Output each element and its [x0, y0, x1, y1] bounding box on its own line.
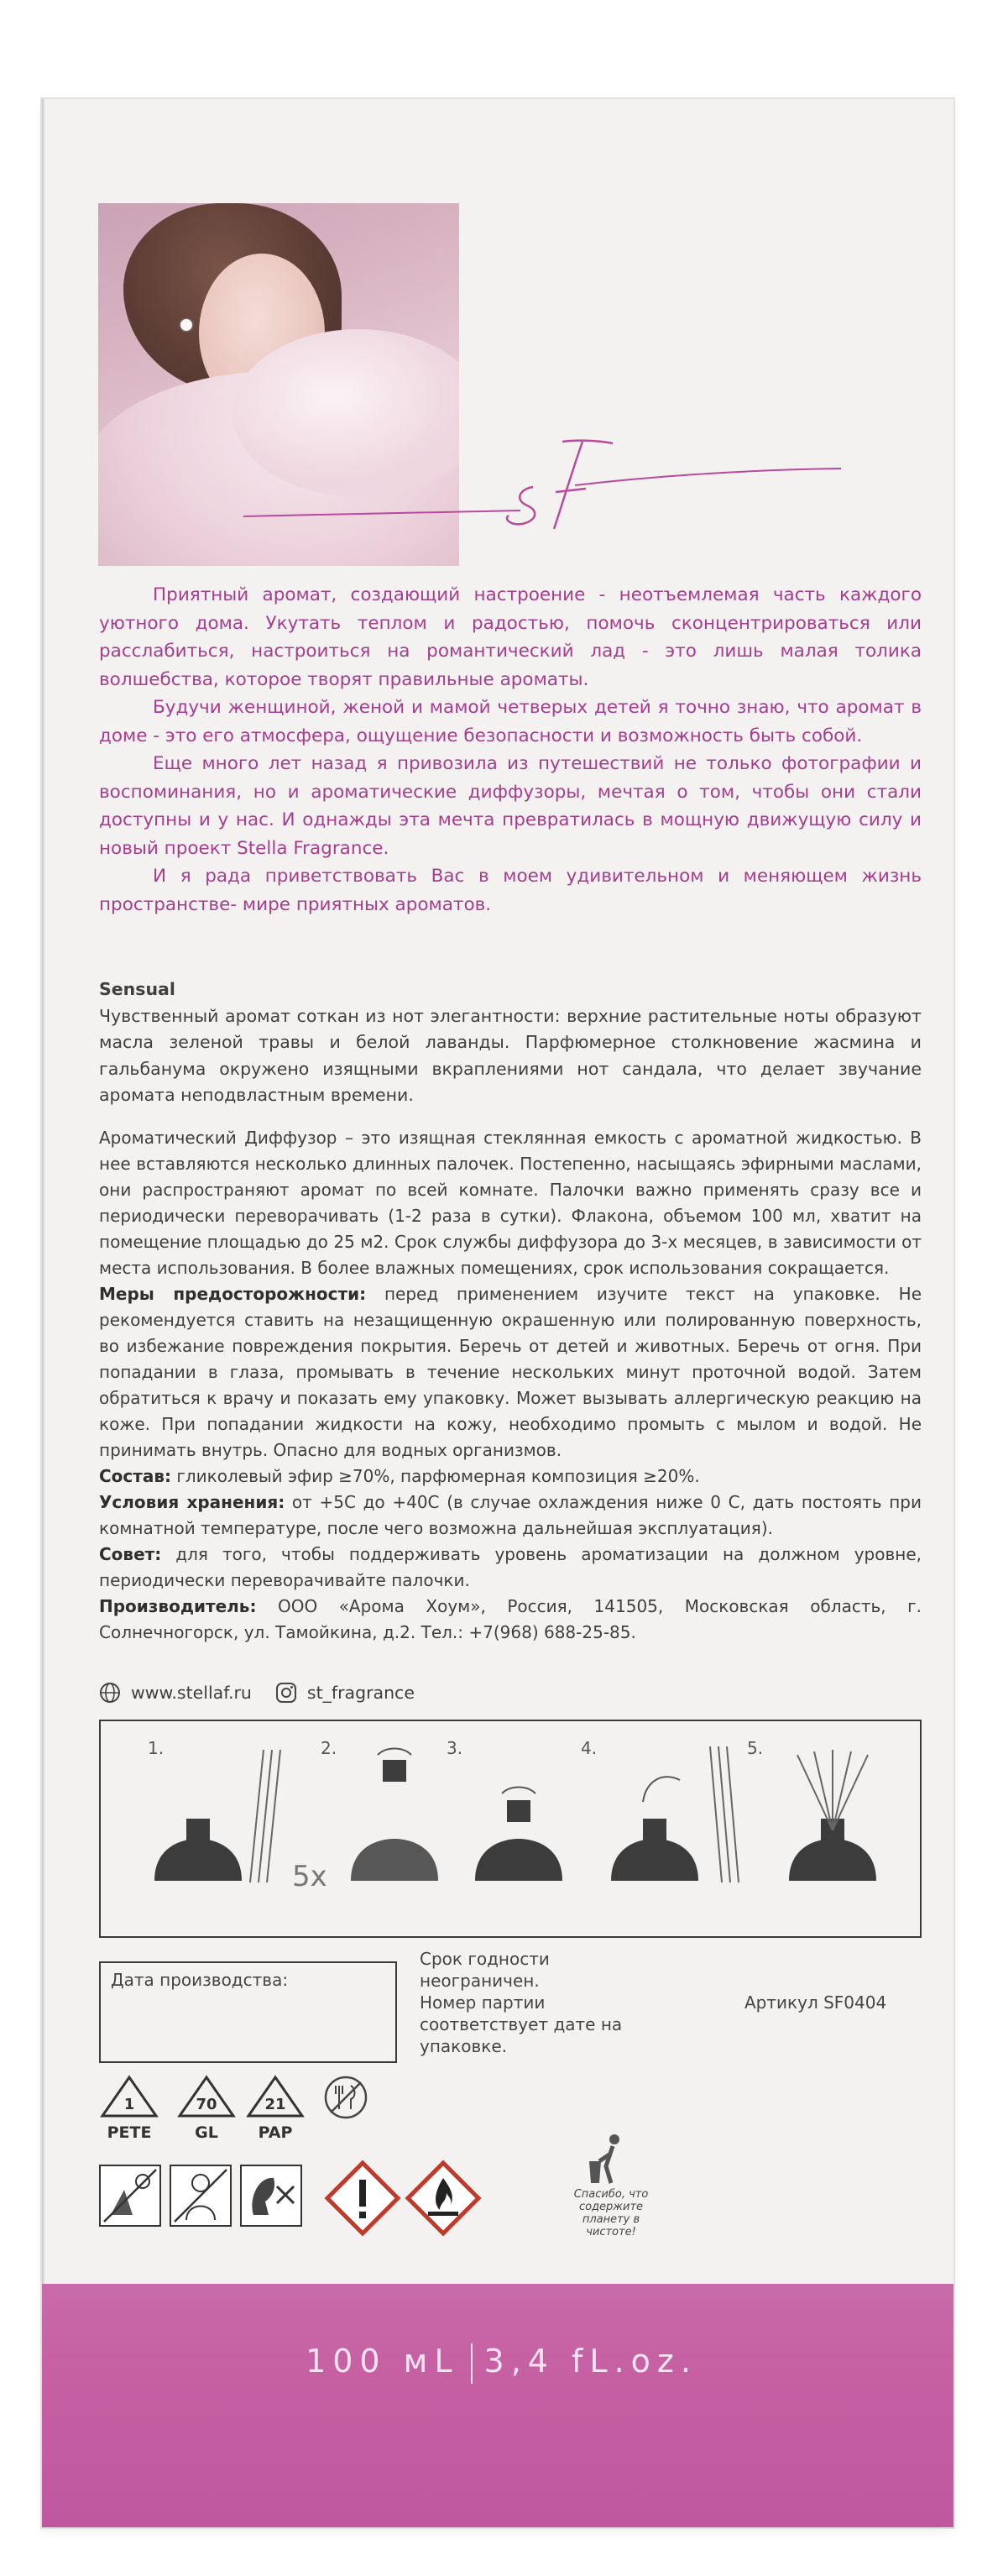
tidy-man-icon [584, 2133, 635, 2186]
advice-body: для того, чтобы поддерживать уровень ароматизации на должном уровне, периодически переворачивайте палочки. [99, 1544, 922, 1590]
precautions-text [99, 1281, 922, 1463]
intro-paragraph: Будучи женщиной, женой и мамой четверых детей я точно знаю, что аромат в доме - это его атмосфера, ощущение безопасности и возможность быть собой. [99, 697, 922, 746]
precautions-body: перед применением изучите текст на упаковке. Не рекомендуется ставить на незащищенную окрашенную или полированную поверхность, во избежание повреждения покрытия. Беречь от детей и животных. Беречь от огня. При попадании в глаза, промывать в течение нескольких минут проточной водой. Затем обратиться к врачу и показать ему упаковку. Может вызывать аллергическую реакцию на коже. При попадании жидкости на кожу, необходимо промыть с мылом и водой. Не принимать внутрь. Опасно для водных организмов. [99, 1284, 922, 1460]
volume-separator [471, 2343, 473, 2384]
shelf-life-text: Срок годности неограничен. [420, 1949, 550, 1991]
photo-earring [180, 319, 192, 331]
keep-from-children-icon [170, 2165, 232, 2227]
volume-oz: 3,4 fL.oz. [483, 2343, 697, 2380]
recycle-symbol-gl [176, 2074, 237, 2141]
step-number: 5. [747, 1738, 764, 1758]
fragrance-description: Чувственный аромат соткан из нот элегантности: верхние растительные ноты образуют масла зеленой травы и белой лаванды. Парфюмерное столкновение жасмина и гальбанума окружено изящными вкраплениями нот сандала, что делает звучание аромата неподвластным времени. [99, 1005, 922, 1105]
article-number: Артикул SF0404 [744, 1992, 887, 2013]
svg-text:1: 1 [123, 2096, 135, 2113]
steps-illustration [101, 1721, 920, 1936]
intro-paragraph: Приятный аромат, создающий настроение - неотъемлемая часть каждого уютного дома. Укутать теплом и радостью, помочь сконцентрироваться или расслабиться, настроиться на романтический лад - это лишь малая толика волшебства, которое творят правильные ароматы. [99, 584, 922, 690]
not-for-food-icon [322, 2074, 369, 2121]
recycle-label: GL [195, 2123, 218, 2142]
usage-text: Ароматический Диффузор – это изящная стеклянная емкость с ароматной жидкостью. В нее вставляются несколько длинных палочек. Постепенно, насыщаясь эфирными маслами, они распространяют аромат по всей комнате. Палочки важно применять сразу все и периодически переворачивать (1-2 раза в сутки). Флакона, объемом 100 мл, хватит на помещение площадью до 25 м2. Срок службы диффузора до 3-х месяцев, в зависимости от места использования. В более влажных помещениях, срок использования сокращается. [99, 1128, 922, 1278]
instagram-handle[interactable]: st_fragrance [306, 1683, 415, 1703]
composition-text [99, 1463, 922, 1490]
website-link[interactable]: www.stellaf.ru [131, 1683, 252, 1703]
sticks-count-label: 5x [292, 1860, 327, 1893]
storage-body: от +5С до +40С (в случае охлаждения ниже 0 С, дать постоять при комнатной температуре, после чего возможна дальнейшая эксплуатация). [99, 1492, 922, 1538]
panel-edge [42, 99, 45, 2527]
production-date-box [99, 1961, 397, 2063]
shelf-life-block [420, 1948, 671, 2057]
tidy-note: Спасибо, что содержите планету в чистоте! [573, 2188, 649, 2238]
step-number: 1. [148, 1738, 165, 1758]
step-number: 3. [447, 1738, 463, 1758]
volume-ml: 100 мL [306, 2343, 459, 2380]
hazard-flammable-icon [405, 2160, 482, 2237]
intro-text [99, 581, 922, 919]
storage-label: Условия хранения: [99, 1492, 285, 1512]
intro-paragraph: Еще много лет назад я привозила из путешествий не только фотографии и воспоминания, но и ароматические диффузоры, мечтая о том, чтобы они стали доступны и у нас. И однажды эта мечта превратилась в мощную движущую силу и новый проект Stella Fragrance. [99, 753, 922, 859]
do-not-ingest-icon [240, 2165, 302, 2227]
manufacturer-label: Производитель: [99, 1596, 257, 1616]
batch-note-text: Номер партии соответствует дате на упаковке. [420, 1992, 623, 2056]
step-number: 4. [581, 1738, 598, 1758]
contacts-row [99, 1679, 415, 1706]
manufacturer-body: ООО «Арома Хоум», Россия, 141505, Московская область, г. Солнечногорск, ул. Тамойкина, д.2. Тел.: +7(968) 688-25-85. [99, 1596, 922, 1642]
usage-steps-diagram [99, 1720, 922, 1938]
intro-paragraph: И я рада приветствовать Вас в моем удивительном и меняющем жизнь пространстве- мире приятных ароматов. [99, 866, 922, 915]
step-number: 2. [321, 1738, 337, 1758]
svg-text:21: 21 [264, 2096, 286, 2113]
fragrance-section [99, 976, 922, 1109]
manufacturer-text [99, 1594, 922, 1646]
recycle-symbol-pete [99, 2074, 159, 2141]
svg-text:70: 70 [196, 2096, 217, 2113]
volume-label [0, 2343, 1003, 2384]
composition-label: Состав: [99, 1466, 172, 1486]
fragrance-name: Sensual [99, 979, 175, 999]
hazard-exclamation-icon [324, 2160, 401, 2237]
instagram-icon [275, 1682, 297, 1704]
keep-from-fire-icon [99, 2165, 161, 2227]
precautions-label: Меры предосторожности: [99, 1284, 367, 1304]
production-date-label: Дата производства: [111, 1970, 289, 1990]
advice-label: Совет: [99, 1544, 162, 1564]
composition-body: гликолевый эфир ≥70%, парфюмерная композиция ≥20%. [171, 1466, 700, 1486]
recycle-label: PETE [107, 2123, 152, 2142]
bottom-color-band [42, 2284, 953, 2527]
advice-text [99, 1542, 922, 1594]
globe-icon [99, 1682, 121, 1704]
instructions-section [99, 1125, 922, 1646]
recycle-label: PAP [258, 2123, 293, 2142]
st-monogram-logo [243, 437, 848, 546]
recycle-symbol-pap [245, 2074, 306, 2141]
storage-text [99, 1490, 922, 1542]
